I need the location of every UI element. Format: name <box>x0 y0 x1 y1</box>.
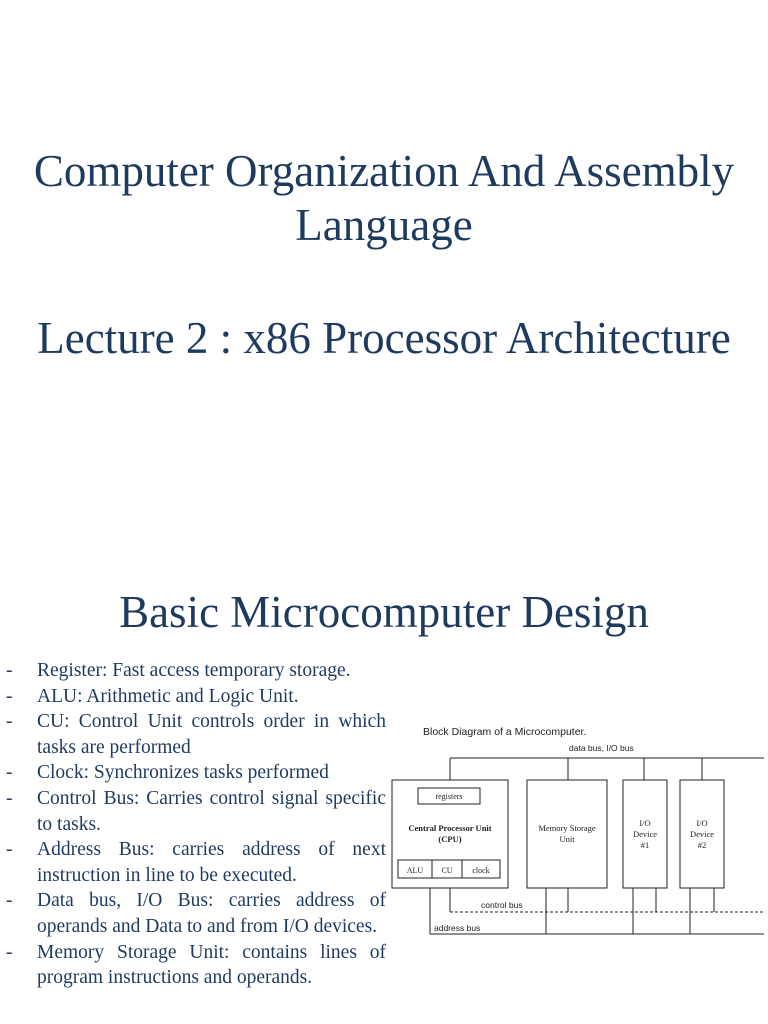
list-item <box>0 709 386 760</box>
list-item <box>0 658 386 684</box>
dash-bullet: - <box>6 762 13 784</box>
block-diagram <box>388 718 764 940</box>
slide-title: Basic Microcomputer Design <box>119 587 649 637</box>
memory-label-unit: Unit <box>559 834 575 844</box>
address-bus-label: address bus <box>434 923 481 933</box>
cpu-abbrev: (CPU) <box>438 834 462 844</box>
cpu-label: Central Processor Unit <box>408 823 492 833</box>
lecture-title: Lecture 2 : x86 Processor Architecture <box>37 313 731 363</box>
bullet-text: CU: Control Unit controls order in which tasks are performed <box>37 711 386 758</box>
dash-bullet: - <box>6 941 13 963</box>
io-device-1-label: #1 <box>640 840 650 850</box>
dash-bullet: - <box>6 660 13 681</box>
list-item <box>0 940 386 991</box>
list-item <box>0 786 386 837</box>
dash-bullet: - <box>6 685 13 707</box>
alu-label: ALU <box>406 866 424 875</box>
data-bus-label: data bus, I/O bus <box>569 743 634 753</box>
list-item <box>0 684 386 710</box>
registers-label: registers <box>435 792 463 801</box>
list-item <box>0 888 386 939</box>
dash-bullet: - <box>6 711 13 733</box>
io-device-1-label: I/O <box>639 818 651 828</box>
io-device-2-label: I/O <box>696 818 708 828</box>
control-bus-label: control bus <box>481 900 523 910</box>
bullet-text: Data bus, I/O Bus: carries address of operands and Data to and from I/O devices. <box>37 890 386 937</box>
clock-label: clock <box>472 866 490 875</box>
bullet-text: Register: Fast access temporary storage. <box>37 660 351 681</box>
bullet-text: ALU: Arithmetic and Logic Unit. <box>37 685 299 707</box>
diagram-title: Block Diagram of a Microcomputer. <box>423 726 587 738</box>
dash-bullet: - <box>6 787 13 809</box>
bullet-list <box>0 658 386 991</box>
list-item <box>0 837 386 888</box>
bullet-text: Clock: Synchronizes tasks performed <box>37 762 329 784</box>
bullet-text: Address Bus: carries address of next instruction in line to be executed. <box>37 839 386 886</box>
bullet-text: Memory Storage Unit: contains lines of program instructions and operands. <box>37 941 386 989</box>
io-device-2-label: Device <box>689 829 715 839</box>
cu-label: CU <box>441 866 453 875</box>
list-item <box>0 760 386 786</box>
io-device-1-label: Device <box>632 829 658 839</box>
course-title: Computer Organization And Assembly Language <box>33 146 735 250</box>
memory-label: Memory Storage <box>538 823 596 833</box>
dash-bullet: - <box>6 839 13 861</box>
bullet-text: Control Bus: Carries control signal specific to tasks. <box>37 787 386 835</box>
dash-bullet: - <box>6 890 13 912</box>
io-device-2-label: #2 <box>697 840 707 850</box>
